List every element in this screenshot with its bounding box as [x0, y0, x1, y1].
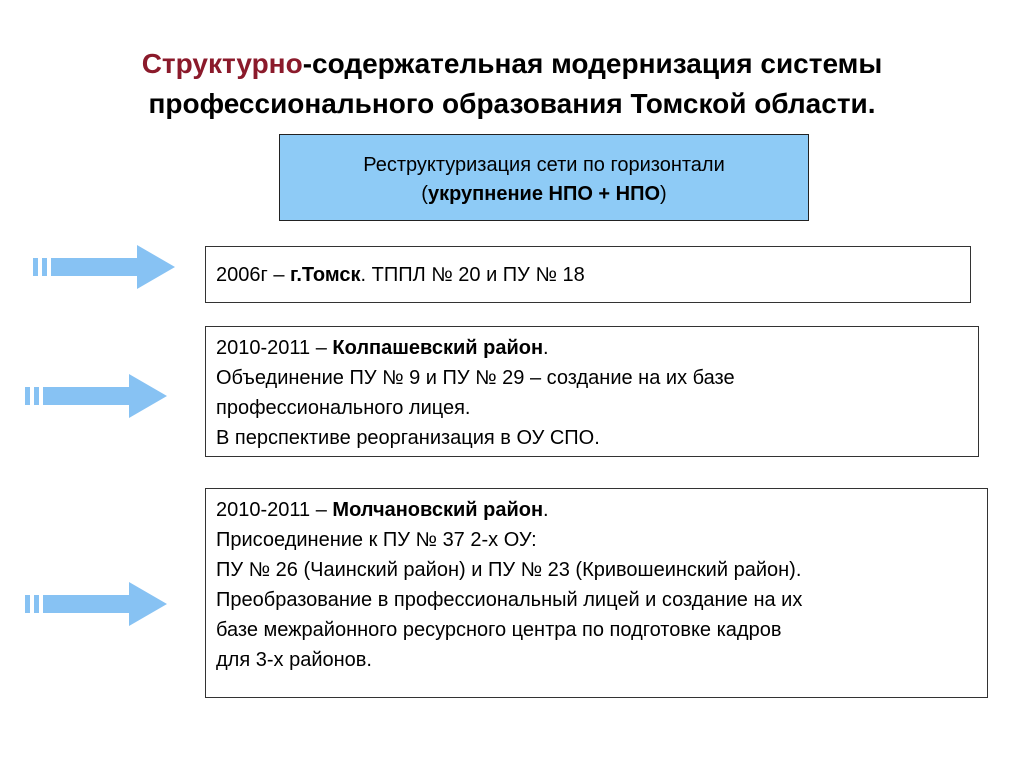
header-bold: укрупнение НПО + НПО: [427, 183, 661, 205]
box2-line: В перспективе реорганизация в ОУ СПО.: [216, 427, 600, 449]
restructuring-header-box: [279, 134, 809, 221]
box3-line: Преобразование в профессиональный лицей и создание на их: [216, 589, 803, 611]
box3-line: базе межрайонного ресурсного центра по подготовке кадров: [216, 619, 782, 641]
title-line2: профессионального образования Томской области.: [148, 88, 876, 119]
box2-heading: [216, 333, 968, 363]
box3-bold: Молчановский район: [332, 499, 544, 521]
box2-line: Объединение ПУ № 9 и ПУ № 29 – создание на их базе: [216, 367, 735, 389]
molchanovo-info-box: [205, 488, 988, 698]
header-line1: Реструктуризация сети по горизонтали: [363, 154, 725, 176]
arrow-right-icon: [25, 374, 167, 418]
box1-suffix: . ТППЛ № 20 и ПУ № 18: [360, 264, 585, 286]
tomsk-info-box: [205, 246, 971, 303]
box3-prefix: 2010-2011 –: [216, 499, 333, 521]
arrow-right-icon: [33, 245, 175, 289]
box2-prefix: 2010-2011 –: [216, 337, 333, 359]
box3-line: Присоединение к ПУ № 37 2-х ОУ:: [216, 529, 537, 551]
page-title: [30, 44, 994, 124]
header-open-paren: (: [421, 183, 428, 205]
box1-bold: г.Томск: [290, 264, 361, 286]
box2-line: профессионального лицея.: [216, 397, 471, 419]
box3-suffix: .: [543, 499, 549, 521]
arrow-right-icon: [25, 582, 167, 626]
box2-suffix: .: [543, 337, 549, 359]
box3-heading: [216, 495, 977, 525]
box3-line: ПУ № 26 (Чаинский район) и ПУ № 23 (Кривошеинский район).: [216, 559, 802, 581]
title-rest-line1: -содержательная модернизация системы: [302, 48, 883, 79]
box1-line: [216, 260, 960, 290]
box2-bold: Колпашевский район: [332, 337, 544, 359]
kolpashevo-info-box: [205, 326, 979, 457]
box3-line: для 3-х районов.: [216, 649, 372, 671]
header-close-paren: ): [660, 183, 667, 205]
box1-prefix: 2006г –: [216, 264, 291, 286]
header-line2: [280, 180, 808, 209]
title-accent: Структурно: [141, 48, 303, 79]
